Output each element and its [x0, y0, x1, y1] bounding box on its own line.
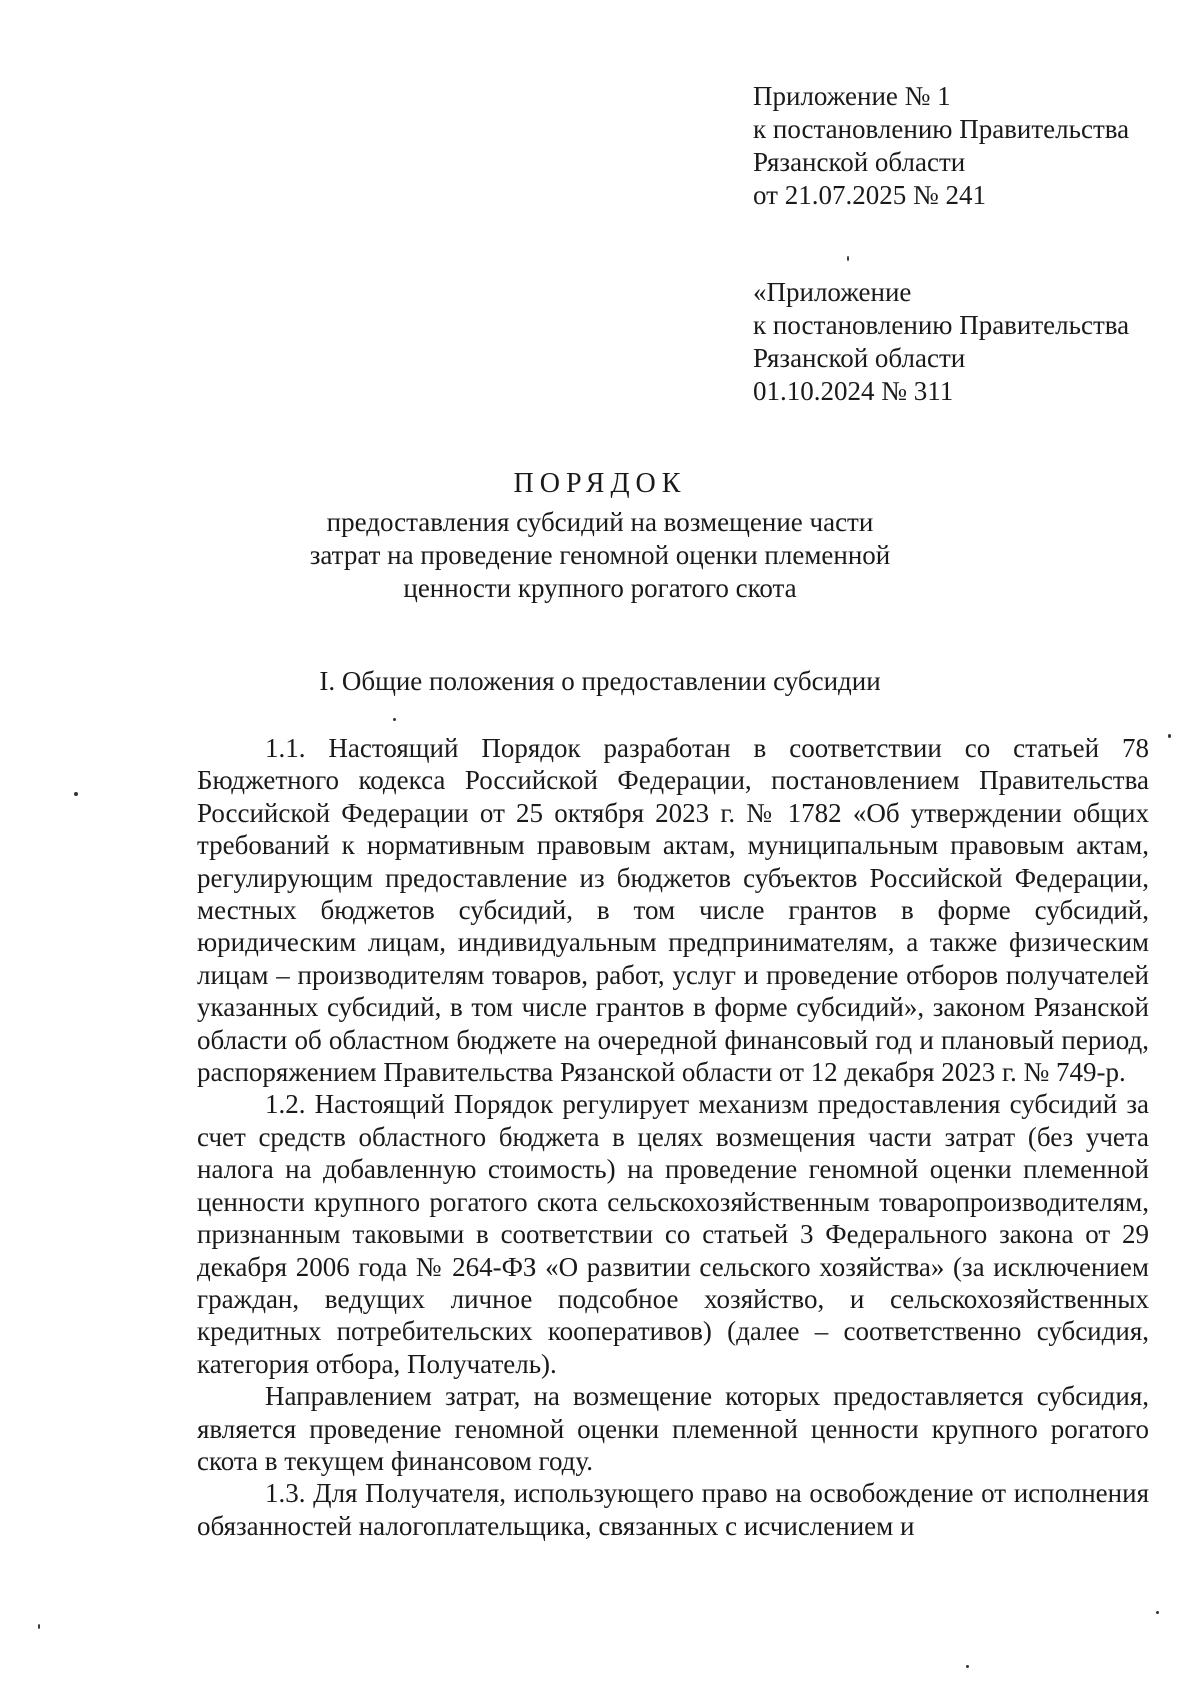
appendix-header-original [753, 276, 1129, 408]
paragraph-1-3: 1.3. Для Получателя, использующего право на освобождение от исполнения обязанностей налогоплательщика, связанных с исчислением и [197, 1478, 1149, 1541]
scan-speck [1156, 1611, 1159, 1614]
subtitle-line: предоставления субсидий на возмещение части [326, 507, 874, 537]
document-title: ПОРЯДОК [513, 468, 687, 499]
appendix-label: «Приложение [753, 277, 912, 307]
paragraph-expense-direction: Направлением затрат, на возмещение которых предоставляется субсидия, является проведение геномной оценки племенной ценности крупного рогатого скота в текущем финансовом году. [197, 1381, 1149, 1476]
document-body [197, 732, 1149, 1542]
appendix-date-number: 01.10.2024 № 311 [753, 376, 954, 406]
appendix-region: Рязанской области [753, 147, 966, 177]
paragraph-1-2: 1.2. Настоящий Порядок регулирует механизм предоставления субсидий за счет средств областного бюджета в целях возмещения части затрат (без учета налога на добавленную стоимость) на проведение геномной оценки племенной ценности крупного рогатого скота сельскохозяйственным товаропроизводителям, признанным таковыми в соответствии со статьей 3 Федерального закона от 29 декабря 2006 года № 264-ФЗ «О развитии сельского хозяйства» (за исключением граждан, ведущих личное подсобное хозяйство, и сельскохозяйственных кредитных потребительских кооперативов) (далее – соответственно субсидия, категория отбора, Получатель). [197, 1089, 1149, 1379]
scan-speck [966, 1665, 969, 1668]
appendix-region: Рязанской области [753, 343, 966, 373]
appendix-header-current [753, 80, 1129, 212]
scan-speck [847, 256, 849, 261]
paragraph-1-1: 1.1. Настоящий Порядок разработан в соответствии со статьей 78 Бюджетного кодекса Российской Федерации, постановлением Правительства Российской Федерации от 25 октября 2023 г. № 1782 «Об утверждении общих требований к нормативным правовым актам, муниципальным правовым актам, регулирующим предоставление из бюджетов субъектов Российской Федерации, местных бюджетов субсидий, в том числе грантов в форме субсидий, юридическим лицам, индивидуальным предпринимателям, а также физическим лицам – производителям товаров, работ, услуг и проведение отборов получателей указанных субсидий, в том числе грантов в форме субсидий», законом Рязанской области об областном бюджете на очередной финансовый год и плановый период, распоряжением Правительства Рязанской области от 12 декабря 2023 г. № 749-р. [197, 733, 1149, 1088]
document-subtitle [0, 506, 1200, 605]
scan-speck [393, 718, 396, 721]
appendix-resolution-ref: к постановлению Правительства [753, 114, 1130, 144]
scan-speck [38, 1624, 40, 1629]
appendix-number: Приложение № 1 [753, 81, 951, 111]
subtitle-line: ценности крупного рогатого скота [403, 573, 797, 603]
scan-speck [74, 792, 78, 796]
appendix-date-number: от 21.07.2025 № 241 [753, 180, 986, 210]
section-heading: I. Общие положения о предоставлении субсидии [319, 666, 881, 696]
scan-speck [1168, 734, 1171, 738]
subtitle-line: затрат на проведение геномной оценки племенной [309, 540, 891, 570]
appendix-resolution-ref: к постановлению Правительства [753, 310, 1130, 340]
